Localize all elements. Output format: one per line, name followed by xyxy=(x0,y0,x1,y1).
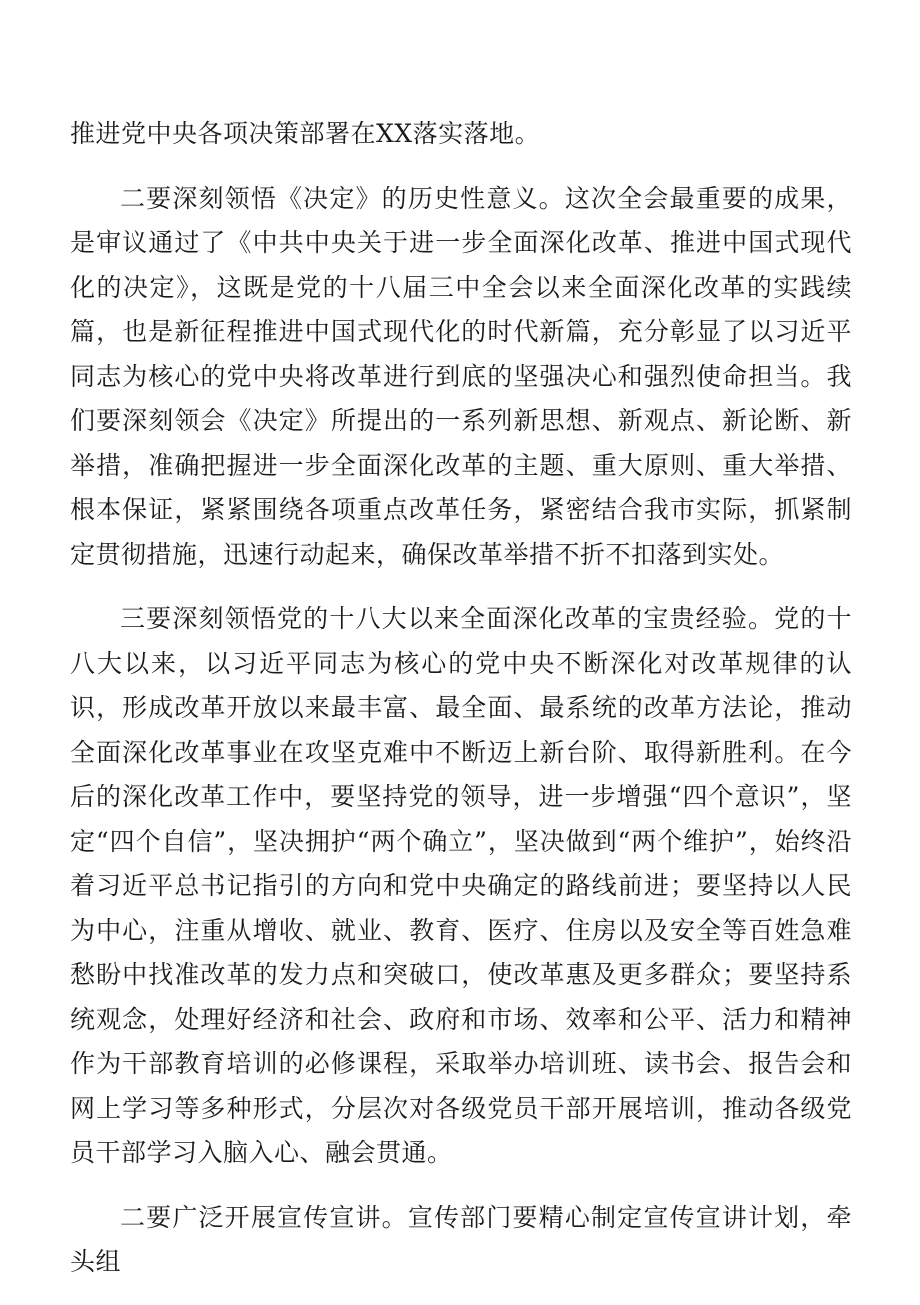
paragraph-reform-experience: 三要深刻领悟党的十八大以来全面深化改革的宝贵经验。党的十八大以来，以习近平同志为核心的党中央不断深化对改革规律的认识，形成改革开放以来最丰富、最全面、最系统的改革方法论，推动全面深化改革事业在攻坚克难中不断迈上新台阶、取得新胜利。在今后的深化改革工作中，要坚持党的领导，进一步增强“四个意识”，坚定“四个自信”，坚决拥护“两个确立”，坚决做到“两个维护”，始终沿着习近平总书记指引的方向和党中央确定的路线前进；要坚持以人民为中心，注重从增收、就业、教育、医疗、住房以及安全等百姓急难愁盼中找准改革的发力点和突破口，使改革惠及更多群众；要坚持系统观念，处理好经济和社会、政府和市场、效率和公平、活力和精神作为干部教育培训的必修课程，采取举办培训班、读书会、报告会和网上学习等多种形式，分层次对各级党员干部开展培训，推动各级党员干部学习入脑入心、融会贯通。 xyxy=(70,604,852,1167)
paragraph-continued: 推进党中央各项决策部署在XX落实落地。 xyxy=(70,119,541,148)
document-body xyxy=(70,112,852,1305)
paragraph-publicity-campaign: 二要广泛开展宣传宣讲。宣传部门要精心制定宣传宣讲计划，牵头组 xyxy=(70,1202,852,1276)
paragraph-decision-significance: 二要深刻领悟《决定》的历史性意义。这次全会最重要的成果，是审议通过了《中共中央关于进一步全面深化改革、推进中国式现代化的决定》，这既是党的十八届三中全会以来全面深化改革的实践续篇，也是新征程推进中国式现代化的时代新篇，充分彰显了以习近平同志为核心的党中央将改革进行到底的坚强决心和强烈使命担当。我们要深刻领会《决定》所提出的一系列新思想、新观点、新论断、新举措，准确把握进一步全面深化改革的主题、重大原则、重大举措、根本保证，紧紧围绕各项重点改革任务，紧密结合我市实际，抓紧制定贯彻措施，迅速行动起来，确保改革举措不折不扣落到实处。 xyxy=(70,183,852,569)
